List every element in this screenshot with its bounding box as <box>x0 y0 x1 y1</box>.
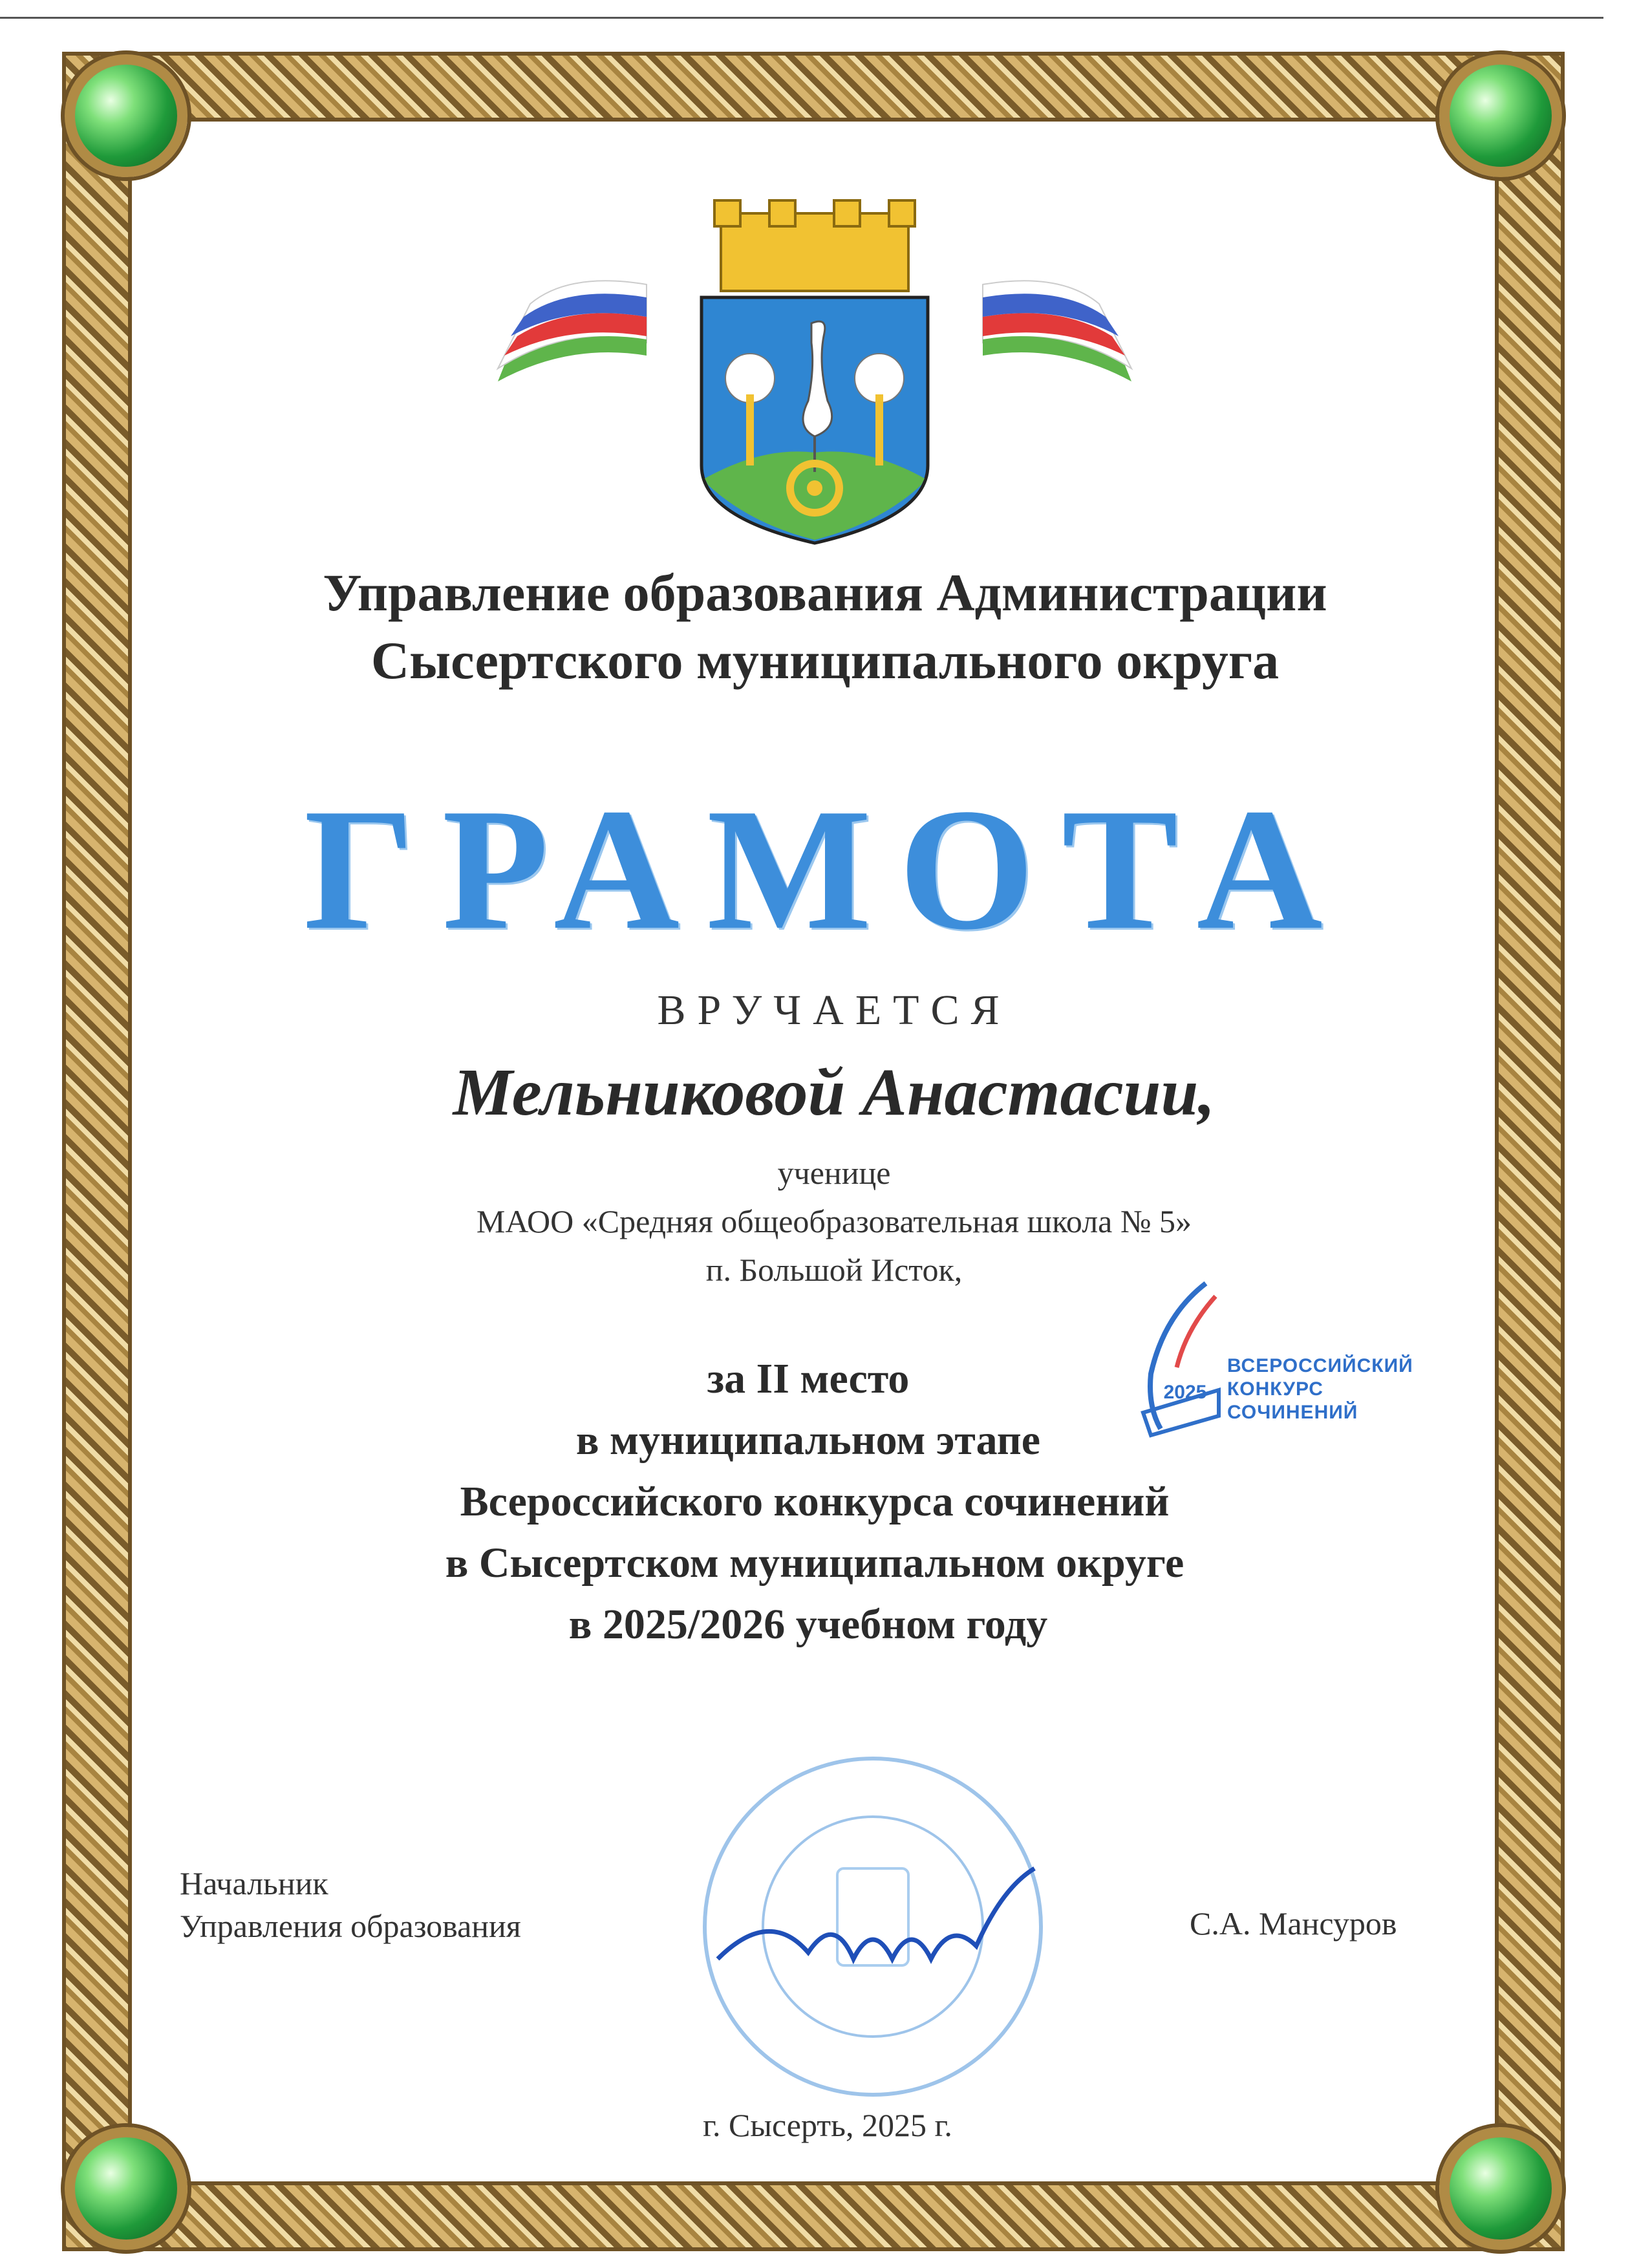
corner-gem-icon <box>65 54 188 177</box>
contest-logo-line: ВСЕРОССИЙСКИЙ <box>1227 1355 1413 1376</box>
recipient-name: Мельниковой Анастасии, <box>453 1055 1216 1129</box>
village-name: п. Большой Исток, <box>705 1252 963 1288</box>
place-and-date: г. Сысерть, 2025 г. <box>703 2107 952 2143</box>
reason-line: в Сысертском муниципальном округе <box>445 1539 1184 1587</box>
scan-edge-line <box>0 17 1603 19</box>
contest-logo <box>1125 1277 1435 1439</box>
signer-position-line: Управления образования <box>180 1908 521 1944</box>
contest-logo-line: КОНКУРС <box>1227 1378 1323 1400</box>
reason-line: за II место <box>707 1355 910 1402</box>
organization-line-2: Сысертского муниципального округа <box>370 631 1280 690</box>
reason-line: в муниципальном этапе <box>575 1417 1041 1464</box>
awarded-label: ВРУЧАЕТСЯ <box>657 987 1011 1034</box>
coat-of-arms-icon <box>491 194 1138 556</box>
official-stamp <box>692 1746 1054 2108</box>
contest-logo-year: 2025 <box>1163 1382 1207 1403</box>
reason-line: в 2025/2026 учебном году <box>568 1601 1048 1648</box>
recipient-role: ученице <box>777 1155 891 1191</box>
contest-logo-line: СОЧИНЕНИЙ <box>1227 1402 1358 1423</box>
certificate-title: ГРАМОТА <box>304 773 1350 966</box>
signer-position <box>180 1862 521 1947</box>
contest-logo-text <box>1227 1354 1441 1424</box>
reason-line: Всероссийского конкурса сочинений <box>460 1478 1170 1525</box>
organization-line-1: Управление образования Администрации <box>323 563 1327 622</box>
signer-position-line: Начальник <box>180 1865 328 1901</box>
signer-name: С.А. Мансуров <box>1190 1905 1397 1942</box>
corner-gem-icon <box>65 2127 188 2250</box>
contest-logo-icon <box>1125 1277 1228 1439</box>
corner-gem-icon <box>1439 54 1562 177</box>
school-name: МАОО «Средняя общеобразовательная школа № 5» <box>476 1203 1192 1239</box>
corner-gem-icon <box>1439 2127 1562 2250</box>
